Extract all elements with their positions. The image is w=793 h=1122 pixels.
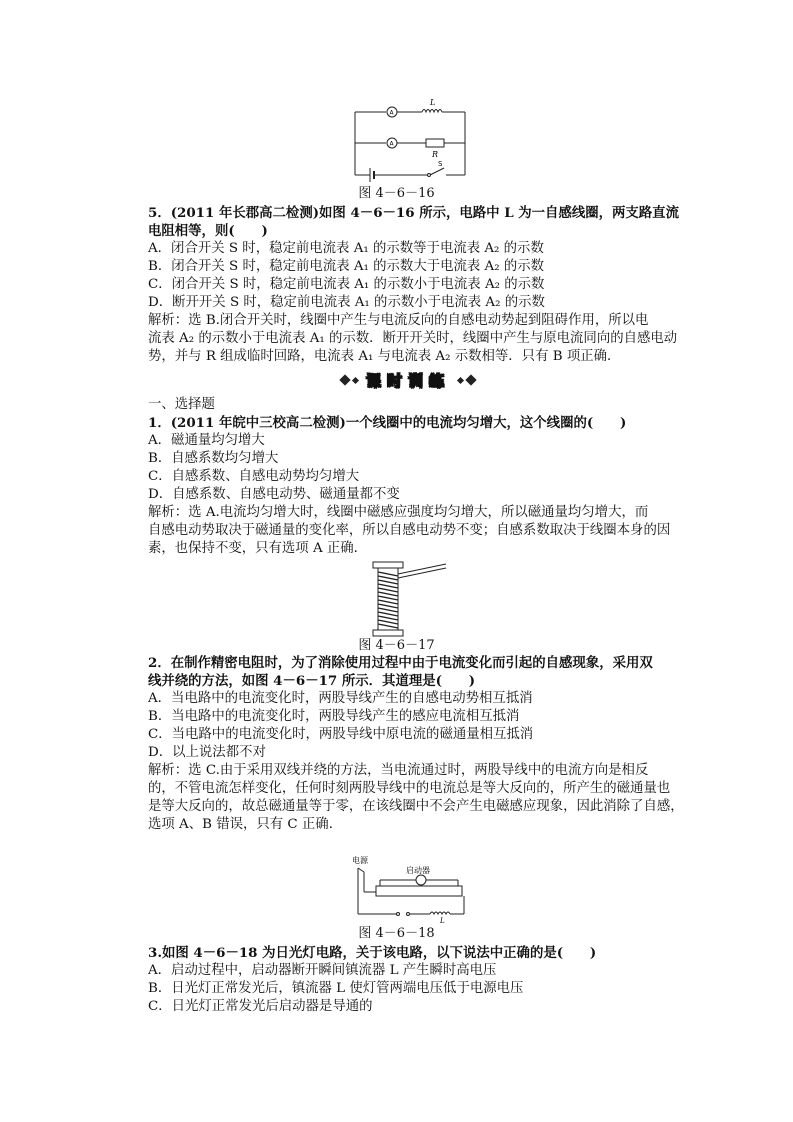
section-title: 一、选择题 xyxy=(148,397,215,412)
q5-answer-1: 解析：选 B.闭合开关时，线圈中产生与电流反向的自感电动势起到阻碍作用，所以电 xyxy=(148,313,649,328)
q5-stem-2: 电阻相等，则( ) xyxy=(148,223,268,239)
fig16-label-S: S xyxy=(438,160,443,168)
q1-answer-1: 解析：选 A.电流均匀增大时，线圈中磁感应强度均匀增大，所以磁通量均匀增大，而 xyxy=(148,505,649,520)
fig18-label-L: L xyxy=(440,917,445,924)
q1-option-a: A．磁通量均匀增大 xyxy=(148,433,265,448)
q5-answer-2: 流表 A₂ 的示数小于电流表 A₁ 的示数．断开开关时，线圈中产生与原电流同向的自感电动 xyxy=(148,331,678,346)
q2-stem-2: 线并绕的方法，如图 4－6－17 所示．其道理是( ) xyxy=(148,673,476,689)
q2-answer-1: 解析：选 C.由于采用双线并绕的方法，当电流通过时，两股导线中的电流方向是相反 xyxy=(148,763,649,778)
q2-answer-3: 是等大反向的，故总磁通量等于零，在该线圈中不会产生电磁感应现象，因此消除了自感， xyxy=(148,799,684,814)
q2-option-d: D．以上说法都不对 xyxy=(148,745,266,760)
q5-option-b: B．闭合开关 S 时，稳定前电流表 A₁ 的示数大于电流表 A₂ 的示数 xyxy=(148,259,545,274)
q5-stem-1: 5．(2011 年长郡高二检测)如图 4－6－16 所示，电路中 L 为一自感线圈，两支路直流 xyxy=(148,205,679,221)
banner-title: 课时训练 xyxy=(365,371,450,390)
q1-option-d: D．自感系数、自感电动势、磁通量都不变 xyxy=(148,487,400,502)
q2-option-c: C．当电路中的电流变化时，两股导线中原电流的磁通量相互抵消 xyxy=(148,727,534,742)
fig18-label-starter: 启动器 xyxy=(406,866,430,875)
lamp-circuit-figure-18 xyxy=(350,852,470,924)
q3-stem: 3.如图 4－6－18 为日光灯电路，关于该电路，以下说法中正确的是( ) xyxy=(148,945,597,961)
fig18-label-source: 电源 xyxy=(352,856,368,865)
banner-dot-icon xyxy=(457,376,464,383)
q3-option-b: B．日光灯正常发光后，镇流器 L 使灯管两端电压低于电源电压 xyxy=(148,981,524,996)
fig16-label-L: L xyxy=(430,98,436,107)
svg-text:A: A xyxy=(389,140,394,148)
q2-option-a: A．当电路中的电流变化时，两股导线产生的自感电动势相互抵消 xyxy=(148,691,533,706)
fig16-label-R: R xyxy=(432,150,439,159)
q2-option-b: B．当电路中的电流变化时，两股导线产生的感应电流相互抵消 xyxy=(148,709,520,724)
q2-answer-4: 选项 A、B 错误，只有 C 正确． xyxy=(148,817,343,832)
section-banner xyxy=(318,370,498,390)
q1-stem: 1．(2011 年皖中三校高二检测)一个线圈中的电流均匀增大，这个线圈的( ) xyxy=(148,415,627,431)
figure-17-caption: 图 4－6－17 xyxy=(358,638,435,653)
q5-option-d: D．断开开关 S 时，稳定前电流表 A₁ 的示数小于电流表 A₂ 的示数 xyxy=(148,295,545,310)
circuit-figure-16 xyxy=(350,95,470,185)
q1-option-b: B．自感系数均匀增大 xyxy=(148,451,279,466)
svg-text:A: A xyxy=(389,109,394,117)
q2-answer-2: 的，不管电流怎样变化，任何时刻两股导线中的电流总是等大反向的，所产生的磁通量也 xyxy=(148,781,671,796)
q3-option-a: A．启动过程中，启动器断开瞬间镇流器 L 产生瞬时高电压 xyxy=(148,963,497,978)
banner-diamond-icon xyxy=(465,374,476,385)
figure-18-caption: 图 4－6－18 xyxy=(358,926,435,941)
q5-answer-3: 势，并与 R 组成临时回路，电流表 A₁ 与电流表 A₂ 示数相等．只有 B 项正确． xyxy=(148,349,621,364)
banner-dot-icon xyxy=(352,376,359,383)
q1-option-c: C．自感系数、自感电动势均匀增大 xyxy=(148,469,360,484)
q5-option-a: A．闭合开关 S 时，稳定前电流表 A₁ 的示数等于电流表 A₂ 的示数 xyxy=(148,241,544,256)
coil-figure-17 xyxy=(368,560,448,638)
banner-diamond-icon xyxy=(339,374,350,385)
q5-option-c: C．闭合开关 S 时，稳定前电流表 A₁ 的示数小于电流表 A₂ 的示数 xyxy=(148,277,545,292)
q3-option-c: C．日光灯正常发光后启动器是导通的 xyxy=(148,999,373,1014)
figure-16-caption: 图 4－6－16 xyxy=(358,186,435,201)
q1-answer-2: 自感电动势取决于磁通量的变化率，所以自感电动势不变；自感系数取决于线圈本身的因 xyxy=(148,523,671,538)
q2-stem-1: 2．在制作精密电阻时，为了消除使用过程中由于电流变化而引起的自感现象，采用双 xyxy=(148,655,653,671)
q1-answer-3: 素，也保持不变，只有选项 A 正确． xyxy=(148,541,368,556)
